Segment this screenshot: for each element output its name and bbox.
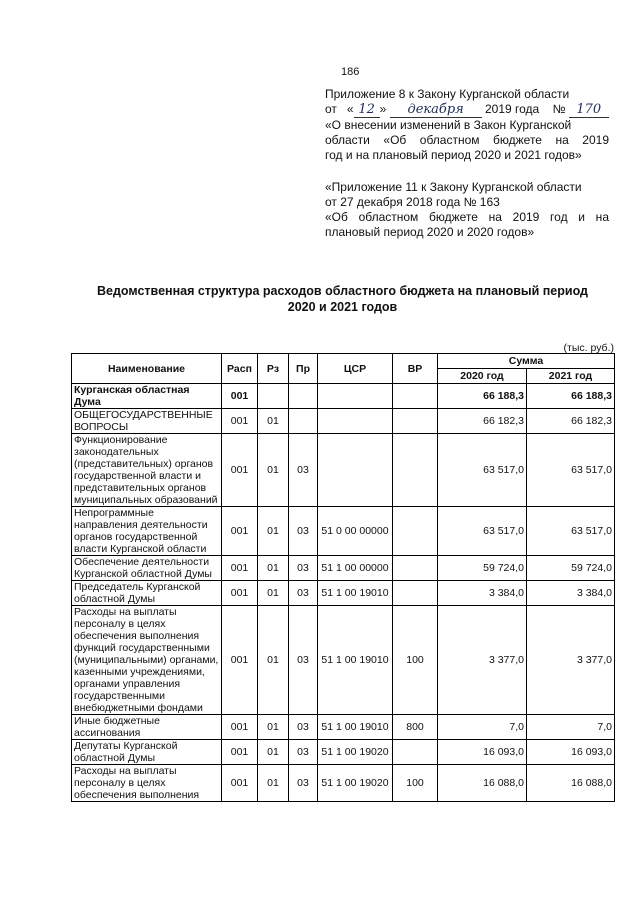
cell-name: Председатель Курганской областной Думы bbox=[72, 581, 222, 606]
cell-rasp: 001 bbox=[222, 434, 258, 507]
cell-sum-2020: 3 377,0 bbox=[438, 606, 527, 715]
cell-rz: 01 bbox=[258, 507, 289, 556]
cell-sum-2020: 63 517,0 bbox=[438, 507, 527, 556]
cell-vr bbox=[393, 556, 438, 581]
cell-name: ОБЩЕГОСУДАРСТВЕННЫЕ ВОПРОСЫ bbox=[72, 409, 222, 434]
cell-pr: 03 bbox=[289, 715, 318, 740]
header-pr: Пр bbox=[289, 354, 318, 384]
cell-csr: 51 1 00 19020 bbox=[318, 765, 393, 802]
cell-sum-2020: 66 188,3 bbox=[438, 384, 527, 409]
cell-pr: 03 bbox=[289, 581, 318, 606]
appendix-current-law bbox=[325, 87, 609, 163]
cell-csr bbox=[318, 384, 393, 409]
cell-name: Обеспечение деятельности Курганской областной Думы bbox=[72, 556, 222, 581]
header-year-2021: 2021 год bbox=[527, 369, 615, 384]
cell-rz: 01 bbox=[258, 556, 289, 581]
cell-sum-2020: 3 384,0 bbox=[438, 581, 527, 606]
cell-sum-2020: 66 182,3 bbox=[438, 409, 527, 434]
cell-sum-2020: 16 093,0 bbox=[438, 740, 527, 765]
cell-sum-2021: 59 724,0 bbox=[527, 556, 615, 581]
cell-sum-2021: 3 377,0 bbox=[527, 606, 615, 715]
cell-name: Непрограммные направления деятельности органов государственной власти Курганской области bbox=[72, 507, 222, 556]
cell-vr bbox=[393, 409, 438, 434]
cell-sum-2021: 63 517,0 bbox=[527, 434, 615, 507]
handwritten-number: 170 bbox=[569, 102, 609, 118]
document-title bbox=[70, 283, 615, 315]
header-rasp: Расп bbox=[222, 354, 258, 384]
close-quote: » bbox=[379, 102, 387, 116]
header-sum: Сумма bbox=[438, 354, 615, 369]
cell-rz: 01 bbox=[258, 409, 289, 434]
cell-rasp: 001 bbox=[222, 384, 258, 409]
document-title-line1: Ведомственная структура расходов областного бюджета на плановый период bbox=[97, 284, 588, 298]
cell-rasp: 001 bbox=[222, 556, 258, 581]
cell-csr: 51 1 00 19010 bbox=[318, 715, 393, 740]
cell-name: Иные бюджетные ассигнования bbox=[72, 715, 222, 740]
cell-vr bbox=[393, 434, 438, 507]
table-header bbox=[72, 354, 615, 384]
handwritten-day: 12 bbox=[354, 102, 380, 118]
cell-sum-2021: 66 182,3 bbox=[527, 409, 615, 434]
cell-sum-2020: 59 724,0 bbox=[438, 556, 527, 581]
cell-name: Расходы на выплаты персоналу в целях обеспечения выполнения функций государственными (муниципальными) органами, казенными учреждениями, органами управления государственными внебюджетными фондами bbox=[72, 606, 222, 715]
table-row bbox=[72, 409, 615, 434]
table-row bbox=[72, 606, 615, 715]
header-name: Наименование bbox=[72, 354, 222, 384]
cell-vr: 800 bbox=[393, 715, 438, 740]
units-note: (тыс. руб.) bbox=[563, 342, 614, 354]
table-row bbox=[72, 434, 615, 507]
appendix-current-line1: Приложение 8 к Закону Курганской области bbox=[325, 87, 570, 101]
appendix-original-line1: «Приложение 11 к Закону Курганской области bbox=[325, 180, 582, 194]
document-title-line2: 2020 и 2021 годов bbox=[287, 300, 398, 314]
table-row bbox=[72, 715, 615, 740]
cell-csr: 51 1 00 19010 bbox=[318, 606, 393, 715]
appendix-current-line5: год и на плановый период 2020 и 2021 годов» bbox=[325, 148, 582, 162]
cell-name: Функционирование законодательных (представительных) органов государственной власти и представительных органов муниципальных образований bbox=[72, 434, 222, 507]
cell-csr bbox=[318, 409, 393, 434]
cell-pr bbox=[289, 384, 318, 409]
cell-pr: 03 bbox=[289, 606, 318, 715]
header-rz: Рз bbox=[258, 354, 289, 384]
cell-sum-2020: 63 517,0 bbox=[438, 434, 527, 507]
cell-rasp: 001 bbox=[222, 581, 258, 606]
header-year-2020: 2020 год bbox=[438, 369, 527, 384]
cell-rz bbox=[258, 384, 289, 409]
cell-sum-2021: 3 384,0 bbox=[527, 581, 615, 606]
table-row bbox=[72, 507, 615, 556]
cell-vr bbox=[393, 740, 438, 765]
cell-vr bbox=[393, 581, 438, 606]
cell-csr: 51 1 00 19020 bbox=[318, 740, 393, 765]
cell-sum-2020: 16 088,0 bbox=[438, 765, 527, 802]
cell-csr: 51 1 00 19010 bbox=[318, 581, 393, 606]
cell-vr: 100 bbox=[393, 765, 438, 802]
cell-name: Курганская областная Дума bbox=[72, 384, 222, 409]
cell-sum-2021: 66 188,3 bbox=[527, 384, 615, 409]
handwritten-month: декабря bbox=[390, 102, 482, 118]
table-row bbox=[72, 581, 615, 606]
cell-sum-2021: 7,0 bbox=[527, 715, 615, 740]
year-text: 2019 года bbox=[484, 102, 540, 116]
cell-vr: 100 bbox=[393, 606, 438, 715]
cell-rasp: 001 bbox=[222, 507, 258, 556]
cell-pr bbox=[289, 409, 318, 434]
cell-csr bbox=[318, 434, 393, 507]
appendix-current-date-line bbox=[325, 102, 609, 118]
appendix-original-law bbox=[325, 180, 609, 240]
header-csr: ЦСР bbox=[318, 354, 393, 384]
appendix-current-line4: области «Об областном бюджете на 2019 bbox=[325, 133, 609, 147]
budget-table bbox=[71, 353, 615, 802]
header-vr: ВР bbox=[393, 354, 438, 384]
cell-rz: 01 bbox=[258, 740, 289, 765]
cell-rasp: 001 bbox=[222, 740, 258, 765]
cell-rasp: 001 bbox=[222, 765, 258, 802]
table-body bbox=[72, 384, 615, 802]
cell-pr: 03 bbox=[289, 556, 318, 581]
from-word: от bbox=[325, 102, 337, 116]
page-number: 186 bbox=[341, 66, 360, 78]
appendix-original-line3: «Об областном бюджете на 2019 год и на bbox=[325, 210, 609, 224]
appendix-original-line4: плановый период 2020 и 2020 годов» bbox=[325, 225, 535, 239]
cell-rasp: 001 bbox=[222, 606, 258, 715]
appendix-current-line3: «О внесении изменений в Закон Курганской bbox=[325, 118, 572, 132]
cell-pr: 03 bbox=[289, 434, 318, 507]
cell-sum-2021: 63 517,0 bbox=[527, 507, 615, 556]
cell-rz: 01 bbox=[258, 434, 289, 507]
table-row bbox=[72, 556, 615, 581]
cell-rz: 01 bbox=[258, 606, 289, 715]
table-row bbox=[72, 765, 615, 802]
cell-pr: 03 bbox=[289, 507, 318, 556]
table-row bbox=[72, 740, 615, 765]
cell-rz: 01 bbox=[258, 765, 289, 802]
cell-csr: 51 0 00 00000 bbox=[318, 507, 393, 556]
cell-rasp: 001 bbox=[222, 409, 258, 434]
cell-vr bbox=[393, 507, 438, 556]
cell-rz: 01 bbox=[258, 715, 289, 740]
cell-sum-2021: 16 088,0 bbox=[527, 765, 615, 802]
number-sign: № bbox=[552, 102, 566, 116]
cell-vr bbox=[393, 384, 438, 409]
open-quote: « bbox=[346, 102, 354, 116]
table-row bbox=[72, 384, 615, 409]
appendix-original-line2: от 27 декабря 2018 года № 163 bbox=[325, 195, 500, 209]
cell-pr: 03 bbox=[289, 740, 318, 765]
cell-pr: 03 bbox=[289, 765, 318, 802]
cell-name: Депутаты Курганской областной Думы bbox=[72, 740, 222, 765]
cell-rasp: 001 bbox=[222, 715, 258, 740]
cell-name: Расходы на выплаты персоналу в целях обеспечения выполнения bbox=[72, 765, 222, 802]
cell-sum-2020: 7,0 bbox=[438, 715, 527, 740]
cell-sum-2021: 16 093,0 bbox=[527, 740, 615, 765]
cell-rz: 01 bbox=[258, 581, 289, 606]
cell-csr: 51 1 00 00000 bbox=[318, 556, 393, 581]
